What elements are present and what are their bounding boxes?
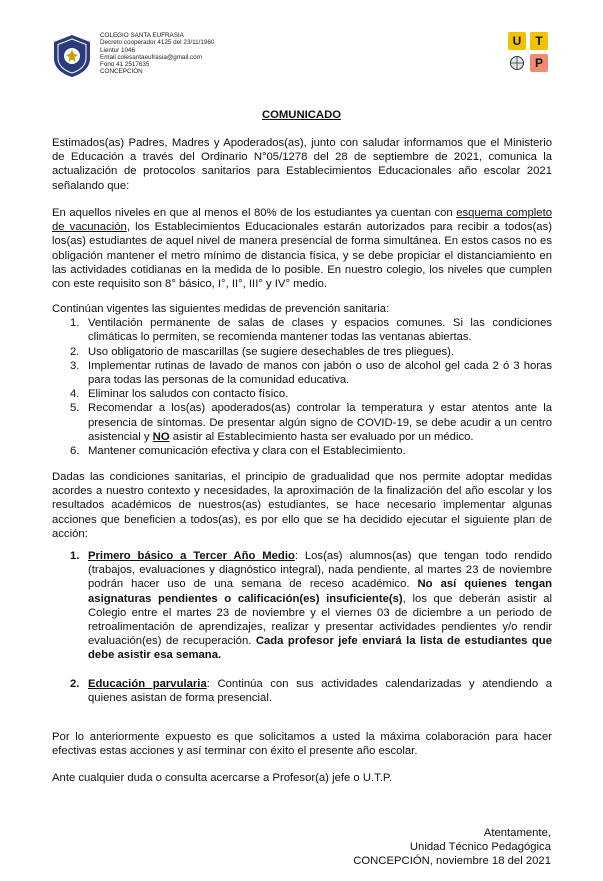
school-address: Lientur 1046 (100, 46, 136, 54)
no-emphasis: NO (152, 430, 170, 443)
school-phone: Fono 41 2517635 (100, 61, 150, 69)
utp-letter-t: T (530, 32, 548, 50)
measures-list (52, 316, 552, 458)
utp-letter-u: U (508, 32, 526, 50)
action-plan-list (52, 549, 552, 705)
list-item: 2. Uso obligatorio de mascarillas (se sugiere desechables de tres pliegues). (70, 345, 455, 358)
conditions-section (52, 470, 552, 541)
list-item: 6. Mantener comunicación efectiva y clara con el Establecimiento. (70, 445, 406, 458)
vaccination-section (52, 206, 552, 291)
plan-heading-primary: Primero básico a Tercer Año Medio (88, 550, 295, 562)
measures-section (52, 302, 552, 458)
vaccination-text-after: , los Establecimientos Educacionales estarán autorizados para recibir a todos(as) los(as) estudiantes de aquel nivel de manera presencial de forma simultánea. En estos casos no es obligación mantener el metro mínimo de distancia física, y se debe propiciar el distanciamiento en las actividades cotidianas en la medida de lo posible. En nuestro colegio, los niveles que cumplen con este requisito son 8° básico, I°, II°, III° y IV° medio. (52, 221, 553, 291)
school-seal-icon (52, 34, 92, 78)
intro-section (52, 136, 552, 193)
list-item: 3. Implementar rutinas de lavado de manos con jabón o uso de alcohol gel cada 2 ó 3 horas para todas las personas de la comunidad educativa. (70, 359, 552, 387)
action-plan-section (52, 549, 552, 705)
signature-block (353, 826, 551, 869)
conditions-paragraph: Dadas las condiciones sanitarias, el principio de gradualidad que nos permite adoptar medidas acordes a nuestro contexto y necesidades, la aproximación de la finalización del año escolar y los resultados académicos de nuestros(as) estudiantes, se hace necesario implementar algunas acciones que beneficien a todos(as), es por ello que se ha decidido ejecutar el siguiente plan de acción: (52, 471, 552, 540)
list-item: 1. Ventilación permanente de salas de clases y espacios comunes. Si las condiciones climáticas lo permiten, se recomienda mantener todas las ventanas abiertas. (70, 317, 552, 344)
letterhead (52, 32, 552, 84)
closing-section (52, 730, 552, 758)
vaccination-text-before: En aquellos niveles en que al menos el 80% de los estudiantes ya cuentan con (52, 207, 457, 219)
page-title: COMUNICADO (261, 109, 342, 121)
school-decree: Decreto cooperador 4125 del 23/11/1960 (100, 39, 215, 47)
school-info (100, 32, 214, 76)
signoff-greeting: Atentamente, (483, 827, 551, 839)
signoff-unit: Unidad Técnico Pedagógica (409, 841, 551, 854)
vaccination-paragraph (52, 206, 552, 291)
measures-intro: Continúan vigentes las siguientes medidas de prevención sanitaria: (52, 303, 390, 315)
closing-paragraph: Por lo anteriormente expuesto es que solicitamos a usted la máxima colaboración para hacer efectivas estas acciones y así terminar con éxito el presente año escolar. (52, 731, 552, 758)
contact-section (52, 771, 552, 785)
list-item: 2. Educación parvularia: Continúa con sus actividades calendarizadas y atendiendo a quienes asistan de forma presencial. (70, 677, 552, 704)
intro-paragraph: Estimados(as) Padres, Madres y Apoderados(as), junto con saludar informamos que el Ministerio de Educación a través del Ordinario N°05/1278 del 28 de septiembre de 2021, comunica la actualización de protocolos sanitarios para Establecimientos Educacionales año escolar 2021 señalando que: (52, 137, 552, 192)
list-item: 1. Primero básico a Tercer Año Medio: Los(as) alumnos(as) que tengan todo rendido (trabajos, evaluaciones y diagnóstico integral), nada pendiente, al martes 23 de noviembre podrán hacer uso de una semana de receso académico. No así quienes tengan asignaturas pendientes o calificación(es) insuficiente(s), los que deberán asistir al Colegio entre el martes 23 de noviembre y el viernes 03 de diciembre a un periodo de retroalimentación de aprendizajes, realizar y presentar actividades pendientes y/o rendir evaluación(es) de recuperación. Cada profesor jefe enviará la lista de estudiantes que debe asistir esa semana. (70, 550, 553, 662)
school-email: Email colesantaeufrasia@gmail.com (100, 53, 202, 61)
list-item: 4. Eliminar los saludos con contacto físico. (70, 388, 289, 401)
utp-globe-icon (508, 54, 526, 72)
contact-paragraph: Ante cualquier duda o consulta acercarse a Profesor(a) jefe o U.T.P. (52, 772, 393, 784)
vaccination-scheme-link: esquema completo de vacunación (52, 207, 552, 234)
signoff-date: CONCEPCIÓN, noviembre 18 del 2021 (353, 855, 551, 868)
school-name: COLEGIO SANTA EUFRASIA (100, 32, 184, 39)
plan-heading-preschool: Educación parvularia (88, 677, 207, 690)
school-city: CONCEPCIÓN (100, 68, 143, 76)
utp-letter-p: P (530, 54, 548, 72)
list-item: 5. Recomendar a los(as) apoderados(as) controlar la temperatura y estar atentos ante la presencia de síntomas. De presentar algún signo de COVID-19, se debe acudir a un centro asistencial y NO asistir al Establecimiento hasta ser evaluado por un médico. (70, 402, 552, 443)
utp-logo (508, 32, 552, 72)
